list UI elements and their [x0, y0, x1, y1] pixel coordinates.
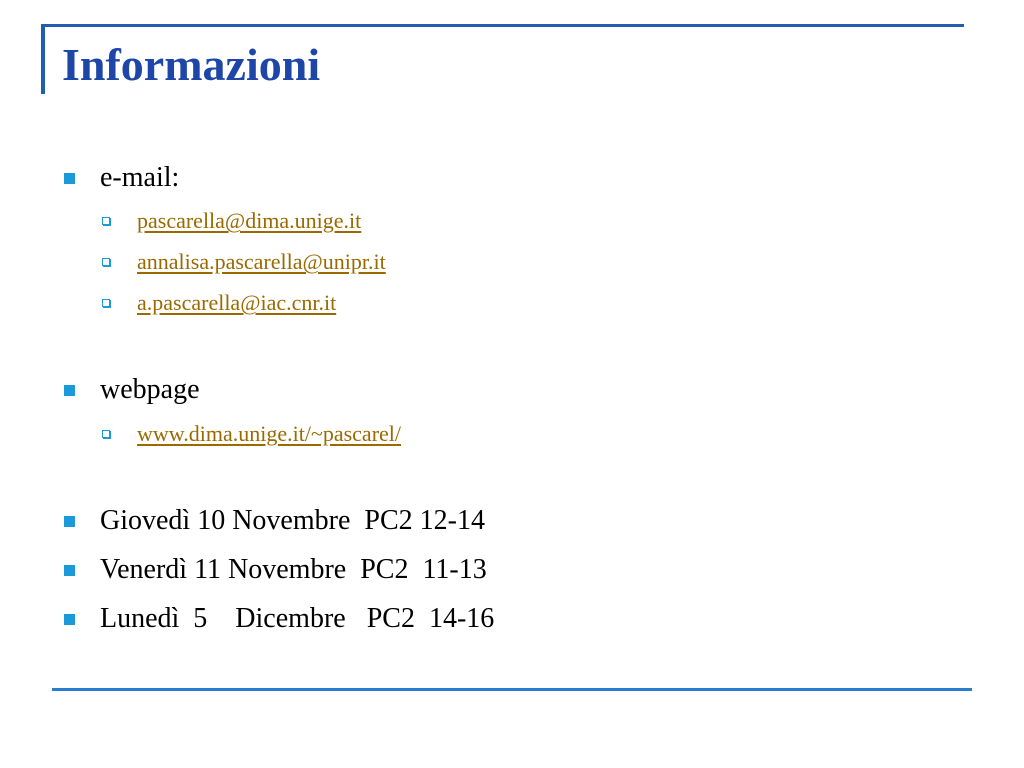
email-link-dima[interactable]: pascarella@dima.unige.it	[137, 208, 362, 233]
title-frame-horizontal	[41, 24, 964, 27]
slide-title: Informazioni	[62, 39, 321, 90]
webpage-label: webpage	[100, 374, 200, 405]
email-link-unipr[interactable]: annalisa.pascarella@unipr.it	[137, 249, 386, 274]
schedule-text: Giovedì 10 Novembre PC2 12-14	[100, 505, 485, 536]
webpage-link[interactable]: www.dima.unige.it/~pascarel/	[137, 421, 402, 446]
sub-bullet-email-1	[102, 210, 361, 232]
hollow-square-bullet-icon	[102, 258, 110, 266]
square-bullet-icon	[64, 565, 75, 576]
bullet-email	[64, 164, 179, 192]
sub-bullet-webpage	[102, 423, 401, 445]
schedule-item-2	[64, 556, 487, 584]
square-bullet-icon	[64, 385, 75, 396]
hollow-square-bullet-icon	[102, 299, 110, 307]
schedule-text: Lunedì 5 Dicembre PC2 14-16	[100, 603, 495, 634]
sub-bullet-email-3	[102, 292, 336, 314]
bullet-webpage	[64, 376, 200, 404]
bottom-divider	[52, 688, 972, 691]
square-bullet-icon	[64, 516, 75, 527]
email-label: e-mail:	[100, 162, 180, 193]
schedule-text: Venerdì 11 Novembre PC2 11-13	[100, 554, 487, 585]
email-link-iac[interactable]: a.pascarella@iac.cnr.it	[137, 290, 337, 315]
title-frame-vertical	[41, 24, 45, 94]
schedule-item-3	[64, 605, 494, 633]
hollow-square-bullet-icon	[102, 430, 110, 438]
sub-bullet-email-2	[102, 251, 386, 273]
square-bullet-icon	[64, 173, 75, 184]
square-bullet-icon	[64, 614, 75, 625]
schedule-item-1	[64, 507, 485, 535]
hollow-square-bullet-icon	[102, 217, 110, 225]
